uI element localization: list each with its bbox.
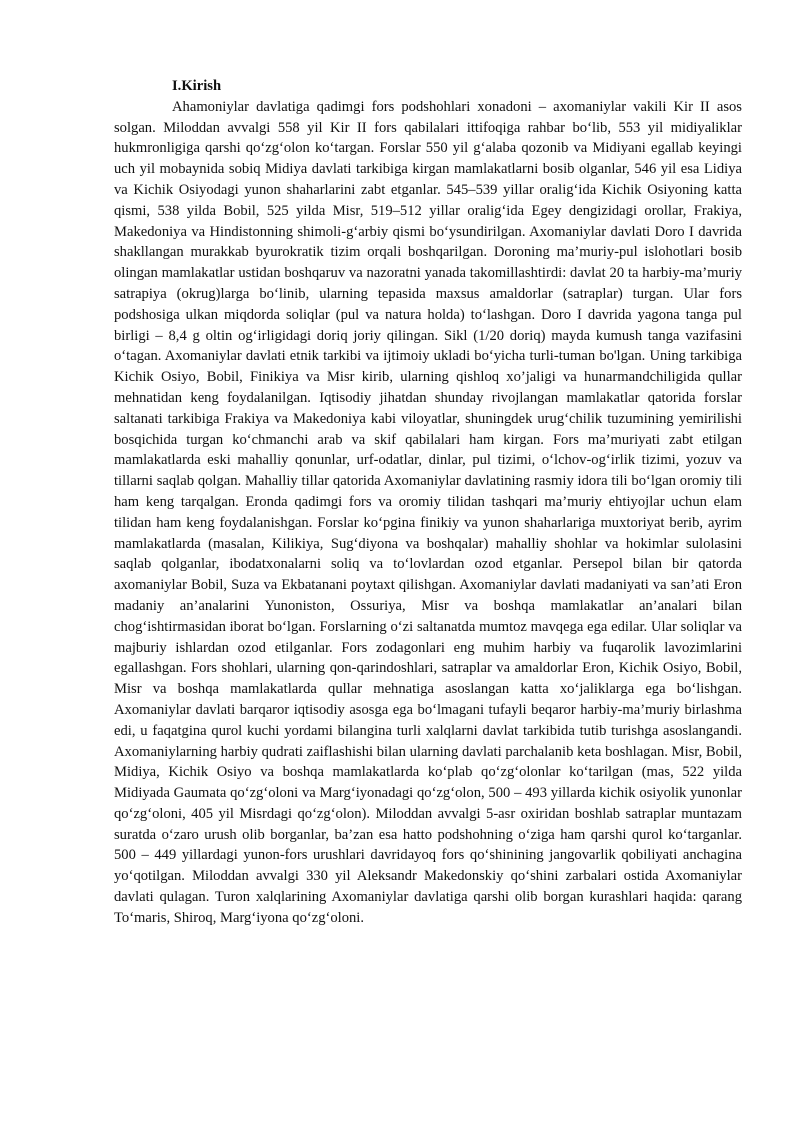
body-paragraph: Ahamoniylar davlatiga qadimgi fors podshohlari xonadoni – axomaniylar vakili Kir II asos solgan. Miloddan avvalgi 558 yil Kir II fors qabilalari ittifoqiga rahbar bo‘lib, 553 yil midiyaliklar hukmronligiga qarshi qo‘zg‘olon ko‘targan. Forslar 550 yil g‘alaba qozonib va Midiyani egallab keyingi uch yil mobaynida sobiq Midiya davlati tarkibiga kirgan mamlakatlarni bosib olganlar, 546 yil esa Lidiya va Kichik Osiyodagi yunon shaharlarini zabt etganlar. 545–539 yillar oralig‘ida Kichik Osiyoning katta qismi, 538 yilda Bobil, 525 yilda Misr, 519–512 yillar oralig‘ida Egey dengizidagi orollar, Frakiya, Makedoniya va Hindistonning shimoli-g‘arbiy qismi bo‘ysundirilgan. Axomaniylar davlati Doro I davrida shakllangan murakkab byurokratik tizim orqali boshqarilgan. Doroning ma’muriy-pul islohotlari bosib olingan mamlakatlar ustidan boshqaruv va nazoratni yanada takomillashtirdi: davlat 20 ta harbiy-ma’muriy satrapiya (okrug)larga bo‘linib, ularning tepasida maxsus amaldorlar (satraplar) turgan. Ular fors podshosiga ulkan miqdorda soliqlar (pul va natura holda) to‘lashgan. Doro I davrida yagona tanga pul birligi – 8,4 g oltin og‘irligidagi doriq joriy qilingan. Sikl (1/20 doriq) mayda kumush tanga vazifasini o‘tagan. Axomaniylar davlati etnik tarkibi va ijtimoiy ukladi bo‘yicha turli-tuman bo'lgan. Uning tarkibiga Kichik Osiyo, Bobil, Finikiya va Misr kirib, ularning qishloq xo’jaligi va hunarmandchiligida qullar mehnatidan keng foydalanilgan. Iqtisodiy jihatdan shunday rivojlangan mamlakatlar qatorida forslar saltanati tarkibiga Frakiya va Makedoniya kabi viloyatlar, shuningdek urug‘chilik tuzumining yemirilishi bosqichida turgan ko‘chmanchi arab va skif qabilalari ham kirgan. Fors ma’muriyati zabt etilgan mamlakatlarda eski mahalliy qonunlar, urf-odatlar, dinlar, pul tizimi, o‘lchov-og‘irlik tizimi, yozuv va tillarni saqlab qolgan. Mahalliy tillar qatorida Axomaniylar davlatining rasmiy idora tili bo‘lgan oromiy tili ham keng tarqalgan. Eronda qadimgi fors va oromiy tilidan tashqari ma’muriy ehtiyojlar uchun elam tilidan ham keng foydalanishgan. Forslar ko‘pgina finikiy va yunon shaharlariga muxtoriyat berib, ayrim mamlakatlarda (masalan, Kilikiya, Sug‘diyona va boshqalar) mahalliy shohlar va hokimlar sulolasini saqlab qolganlar, ibodatxonalarni soliq va to‘lovlardan ozod etganlar. Persepol bilan bir qatorda axomaniylar Bobil, Suza va Ekbatanani poytaxt qilishgan. Axomaniylar davlati madaniyati va san’ati Eron madaniy an’analarini Yunoniston, Ossuriya, Misr va boshqa mamlakatlar an’analari bilan chog‘ishtirmasidan iborat bo‘lgan. Forslarning o‘zi saltanatda mumtoz mavqega ega edilar. Ular soliqlar va majburiy ishlardan ozod etilganlar. Fors zodagonlari eng muhim harbiy va fuqarolik lavozimlarini egallashgan. Fors shohlari, ularning qon-qarindoshlari, satraplar va amaldorlar Eron, Kichik Osiyo, Bobil, Misr va boshqa mamlakatlarda qullar mehnatiga asoslangan katta xo‘jaliklarga ega bo‘lishgan. Axomaniylar davlati barqaror iqtisodiy asosga ega bo‘lmagani tufayli beqaror harbiy-ma’muriy birlashma edi, u faqatgina qurol kuchi yordami bilangina turli xalqlarni davlat tarkibida tutib turishga asoslangandi. Axomaniylarning harbiy qudrati zaiflashishi bilan ularning davlati parchalanib keta boshlagan. Misr, Bobil, Midiya, Kichik Osiyo va boshqa mamlakatlarda ko‘plab qo‘zg‘olonlar ko‘tarilgan (mas, 522 yilda Midiyada Gaumata qo‘zg‘oloni va Marg‘iyonadagi qo‘zg‘olon, 500 – 493 yillarda kichik osiyolik yunonlar qo‘zg‘oloni, 405 yil Misrdagi qo‘zg‘olon). Miloddan avvalgi 5-asr oxiridan boshlab satraplar muntazam suratda o‘zaro urush olib borganlar, ba’zan esa hatto podshohning o‘ziga ham qarshi qurol ko‘targanlar. 500 – 449 yillardagi yunon-fors urushlari davridayoq fors qo‘shinining jangovarlik qobiliyati anchagina yo‘qotilgan. Miloddan avvalgi 330 yil Aleksandr Makedonskiy qo‘shini zarbalari ostida Axomaniylar davlati qulagan. Turon xalqlarining Axomaniylar davlatiga qarshi olib borgan kurashlari haqida: qarang To‘maris, Shiroq, Marg‘iyona qo‘zg‘oloni. [114, 98, 742, 926]
document-page [114, 76, 742, 929]
section-heading: I.Kirish [172, 78, 222, 94]
